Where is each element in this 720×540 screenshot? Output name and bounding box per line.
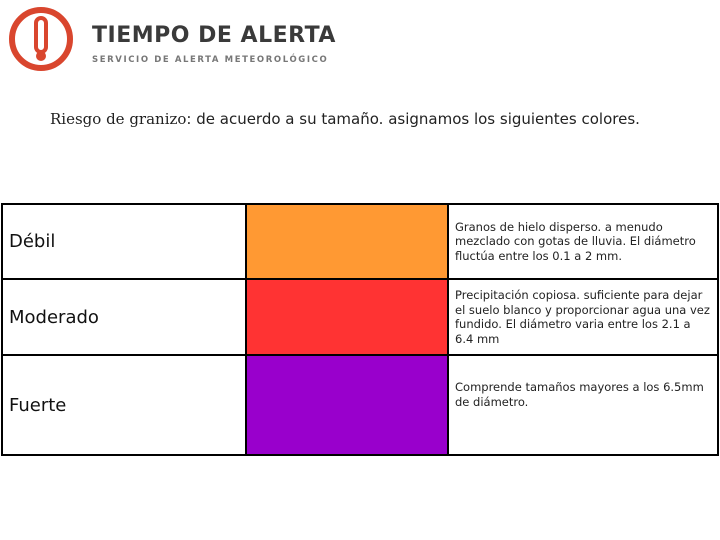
color-swatch [246,279,448,355]
brand-title: TIEMPO DE ALERTA [92,23,336,48]
level-name: Débil [2,204,246,279]
table-row [2,204,718,279]
hail-risk-table [1,203,719,456]
level-description: Comprende tamaños mayores a los 6.5mm de diámetro. [448,355,718,455]
level-name: Fuerte [2,355,246,455]
level-name: Moderado [2,279,246,355]
table-row [2,279,718,355]
intro-label: Riesgo de granizo [50,110,187,128]
intro-paragraph [50,109,670,130]
thermometer-circle-icon [8,6,74,72]
intro-text: : de acuerdo a su tamaño. asignamos los siguientes colores. [186,110,640,128]
color-swatch [246,355,448,455]
level-description: Granos de hielo disperso. a menudo mezclado con gotas de lluvia. El diámetro fluctúa entre los 0.1 a 2 mm. [448,204,718,279]
level-description: Precipitación copiosa. suficiente para dejar el suelo blanco y proporcionar agua una vez fundido. El diámetro varia entre los 2.1 a 6.4 mm [448,279,718,355]
brand-subtitle: SERVICIO DE ALERTA METEOROLÓGICO [92,55,329,65]
color-swatch [246,204,448,279]
table-row [2,355,718,455]
